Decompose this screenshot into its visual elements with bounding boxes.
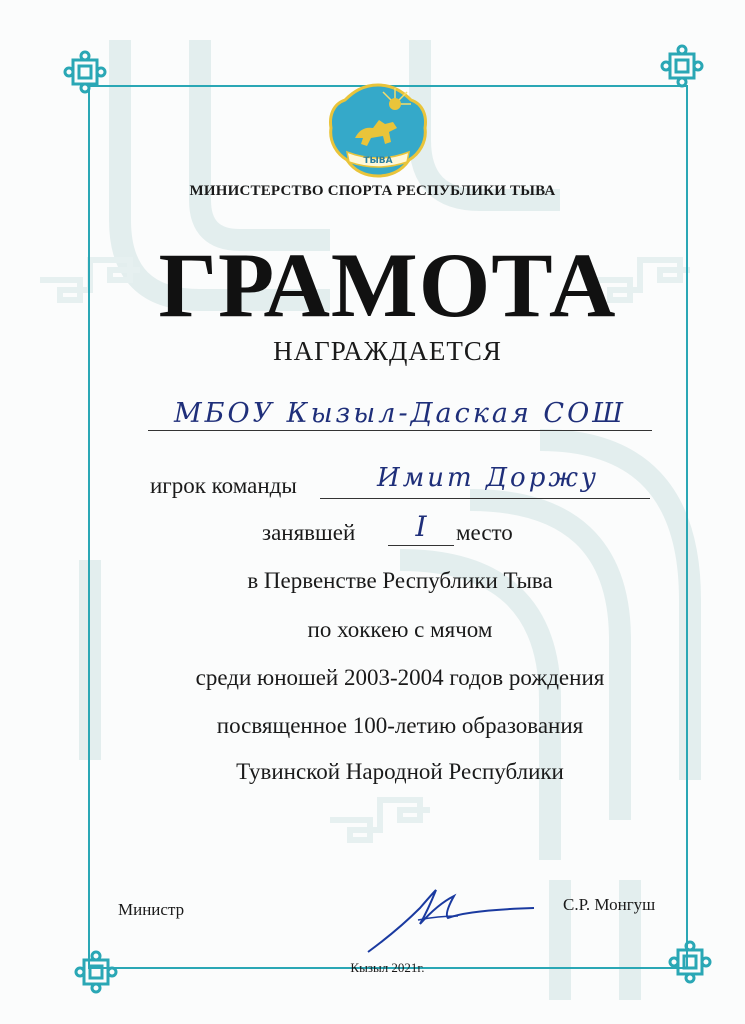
player-label: игрок команды	[150, 473, 297, 498]
body-line-2: по хоккею с мячом	[307, 617, 493, 642]
endless-knot-icon	[660, 44, 704, 88]
ministry-name: МИНИСТЕРСТВО СПОРТА РЕСПУБЛИКИ ТЫВА	[189, 183, 556, 199]
body-line-1: в Первенстве Республики Тыва	[247, 568, 553, 593]
signatory-name: С.Р. Монгуш	[563, 895, 656, 914]
endless-knot-icon	[63, 50, 107, 94]
player-name: Имит Доржу	[377, 463, 599, 493]
tuva-emblem-icon	[327, 82, 429, 178]
place-prefix: занявшей	[262, 520, 356, 545]
player-underline	[320, 498, 650, 499]
recipient-school: МБОУ Кызыл-Даская СОШ	[173, 398, 627, 429]
place-row	[262, 510, 562, 552]
body-line-5: Тувинской Народной Республики	[236, 759, 564, 784]
place-suffix: место	[456, 520, 513, 545]
body-line-3: среди юношей 2003-2004 годов рождения	[195, 665, 605, 690]
body-line-4: посвященное 100-летию образования	[216, 713, 584, 738]
certificate-subtitle: НАГРАЖДАЕТСЯ	[273, 336, 502, 366]
place-value: I	[415, 510, 427, 543]
recipient-underline	[148, 430, 652, 431]
place-underline	[388, 545, 454, 546]
place-date: Кызыл 2021г.	[350, 960, 425, 975]
emblem-label: ТЫВА	[363, 156, 393, 166]
signatory-title: Министр	[118, 900, 185, 919]
signature	[358, 880, 538, 960]
player-row	[150, 463, 650, 503]
certificate-title: ГРАМОТА	[158, 234, 617, 336]
